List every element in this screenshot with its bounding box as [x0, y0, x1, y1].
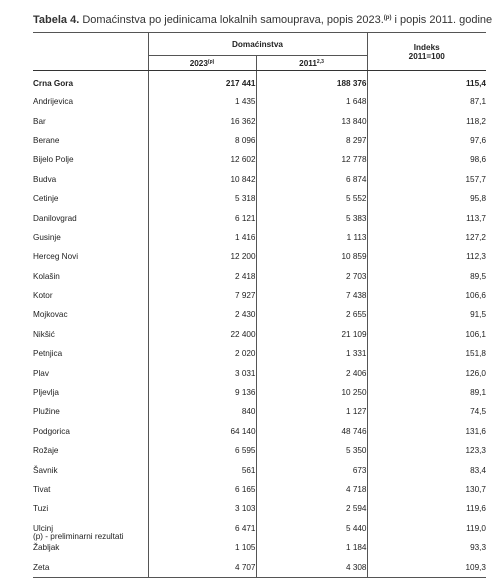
value-2023: 3 103	[148, 499, 256, 518]
value-2011: 5 552	[256, 189, 367, 208]
value-index: 87,1	[367, 92, 486, 111]
header-col-2011-sup: 2,3	[316, 58, 324, 65]
value-2011: 1 648	[256, 92, 367, 111]
header-index-line2: 2011=100	[408, 51, 445, 61]
value-2023: 5 318	[148, 189, 256, 208]
value-index: 89,5	[367, 267, 486, 286]
table-row	[33, 480, 486, 499]
table-row	[33, 92, 486, 111]
value-2011: 1 331	[256, 344, 367, 363]
table-row	[33, 305, 486, 324]
header-index-line1: Indeks	[413, 42, 440, 52]
table-row	[33, 228, 486, 247]
table-row	[33, 267, 486, 286]
table-caption-text-end: i popis 2011. godine	[391, 14, 493, 26]
value-2011: 2 406	[256, 363, 367, 382]
value-2011: 7 438	[256, 286, 367, 305]
municipality-name: Nikšić	[33, 329, 55, 339]
table-row	[33, 499, 486, 518]
value-2023: 6 121	[148, 208, 256, 227]
value-index: 131,6	[367, 422, 486, 441]
value-2023: 10 842	[148, 170, 256, 189]
table-caption-label: Tabela 4.	[33, 14, 80, 26]
value-index: 97,6	[367, 131, 486, 150]
value-2011: 673	[256, 460, 367, 479]
value-2011: 10 859	[256, 247, 367, 266]
municipality-name: Gusinje	[33, 232, 61, 242]
value-index: 74,5	[367, 402, 486, 421]
value-2023: 2 418	[148, 267, 256, 286]
municipality-name: Cetinje	[33, 194, 59, 204]
municipality-name: Plužine	[33, 407, 60, 417]
value-2023: 1 435	[148, 92, 256, 111]
total-row	[33, 75, 486, 92]
value-2011: 8 297	[256, 131, 367, 150]
value-2023: 2 430	[148, 305, 256, 324]
table-row	[33, 170, 486, 189]
value-2023: 16 362	[148, 111, 256, 130]
table-row	[33, 208, 486, 227]
table-row	[33, 460, 486, 479]
municipality-name: Kotor	[33, 291, 53, 301]
total-name: Crna Gora	[33, 79, 74, 88]
municipality-name: Bijelo Polje	[33, 155, 74, 165]
table-row	[33, 557, 486, 577]
table-row	[33, 344, 486, 363]
value-index: 91,5	[367, 305, 486, 324]
table-row	[33, 363, 486, 382]
value-index: 123,3	[367, 441, 486, 460]
municipality-name: Ulcinj	[33, 523, 54, 533]
value-index: 130,7	[367, 480, 486, 499]
header-col-2011	[256, 56, 367, 71]
value-2023: 12 602	[148, 150, 256, 169]
table-row	[33, 441, 486, 460]
value-index: 118,2	[367, 111, 486, 130]
table-row	[33, 402, 486, 421]
municipality-name: Podgorica	[33, 426, 70, 436]
value-index: 93,3	[367, 538, 486, 557]
value-index: 106,1	[367, 325, 486, 344]
municipality-name: Andrijevica	[33, 97, 74, 107]
households-table	[33, 32, 486, 578]
value-2011: 12 778	[256, 150, 367, 169]
value-2011: 10 250	[256, 383, 367, 402]
header-col-2023-sup: (p)	[207, 58, 215, 65]
value-2011: 4 308	[256, 557, 367, 577]
value-2011: 2 594	[256, 499, 367, 518]
value-index: 109,3	[367, 557, 486, 577]
municipality-name: Pljevlja	[33, 388, 59, 398]
value-index: 119,6	[367, 499, 486, 518]
value-2023: 64 140	[148, 422, 256, 441]
total-2023: 217 441	[148, 75, 256, 92]
value-index: 127,2	[367, 228, 486, 247]
value-2011: 2 655	[256, 305, 367, 324]
value-2011: 6 874	[256, 170, 367, 189]
value-2023: 840	[148, 402, 256, 421]
table-row	[33, 189, 486, 208]
value-index: 106,6	[367, 286, 486, 305]
value-2023: 12 200	[148, 247, 256, 266]
total-index: 115,4	[367, 75, 486, 92]
value-index: 89,1	[367, 383, 486, 402]
value-2023: 6 595	[148, 441, 256, 460]
municipality-name: Danilovgrad	[33, 213, 77, 223]
value-2023: 2 020	[148, 344, 256, 363]
municipality-name: Rožaje	[33, 446, 59, 456]
value-2023: 4 707	[148, 557, 256, 577]
value-2023: 6 165	[148, 480, 256, 499]
value-2011: 1 113	[256, 228, 367, 247]
municipality-name: Tivat	[33, 485, 51, 494]
value-2023: 1 416	[148, 228, 256, 247]
value-index: 119,0	[367, 519, 486, 538]
municipality-name: Kolašin	[33, 271, 60, 281]
value-2023: 561	[148, 460, 256, 479]
municipality-name: Bar	[33, 116, 46, 126]
value-2011: 5 383	[256, 208, 367, 227]
value-2023: 7 927	[148, 286, 256, 305]
value-2023: 6 471	[148, 519, 256, 538]
header-col-2011-label: 2011	[299, 58, 317, 68]
table-row	[33, 422, 486, 441]
footnote: (p) - preliminarni rezultati	[33, 532, 124, 541]
table-row	[33, 325, 486, 344]
table-caption-sup: (p)	[383, 15, 392, 21]
value-index: 126,0	[367, 363, 486, 382]
table-row	[33, 111, 486, 130]
value-index: 151,8	[367, 344, 486, 363]
value-2011: 4 718	[256, 480, 367, 499]
total-2011: 188 376	[256, 75, 367, 92]
value-2011: 5 440	[256, 519, 367, 538]
value-2011: 21 109	[256, 325, 367, 344]
header-col-2023-label: 2023	[189, 58, 208, 68]
table-caption	[33, 11, 493, 27]
value-2023: 9 136	[148, 383, 256, 402]
table-row	[33, 286, 486, 305]
table-row	[33, 247, 486, 266]
municipality-name: Plav	[33, 368, 49, 378]
municipality-name: Zeta	[33, 557, 148, 577]
value-2011: 1 127	[256, 402, 367, 421]
value-index: 95,8	[367, 189, 486, 208]
municipality-name: Budva	[33, 174, 57, 184]
header-col-2023	[148, 56, 256, 71]
value-2011: 2 703	[256, 267, 367, 286]
value-index: 112,3	[367, 247, 486, 266]
value-2011: 5 350	[256, 441, 367, 460]
value-index: 157,7	[367, 170, 486, 189]
value-index: 83,4	[367, 460, 486, 479]
table-row	[33, 150, 486, 169]
value-2011: 13 840	[256, 111, 367, 130]
value-2023: 22 400	[148, 325, 256, 344]
value-2023: 1 105	[148, 538, 256, 557]
table-caption-text: Domaćinstva po jedinicama lokalnih samouprava, popis 2023.	[79, 14, 384, 26]
value-2023: 8 096	[148, 131, 256, 150]
municipality-name: Tuzi	[33, 504, 49, 514]
municipality-name: Berane	[33, 135, 60, 145]
value-index: 98,6	[367, 150, 486, 169]
municipality-name: Herceg Novi	[33, 252, 79, 262]
header-group-households: Domaćinstva	[148, 33, 367, 56]
table-row	[33, 131, 486, 150]
table-row	[33, 383, 486, 402]
value-2011: 1 184	[256, 538, 367, 557]
municipality-name: Žabljak	[33, 543, 60, 553]
header-corner	[33, 33, 148, 71]
value-2023: 3 031	[148, 363, 256, 382]
municipality-name: Mojkovac	[33, 310, 68, 320]
header-index	[367, 33, 486, 71]
value-index: 113,7	[367, 208, 486, 227]
municipality-name: Šavnik	[33, 465, 58, 475]
value-2011: 48 746	[256, 422, 367, 441]
municipality-name: Petnjica	[33, 349, 63, 359]
